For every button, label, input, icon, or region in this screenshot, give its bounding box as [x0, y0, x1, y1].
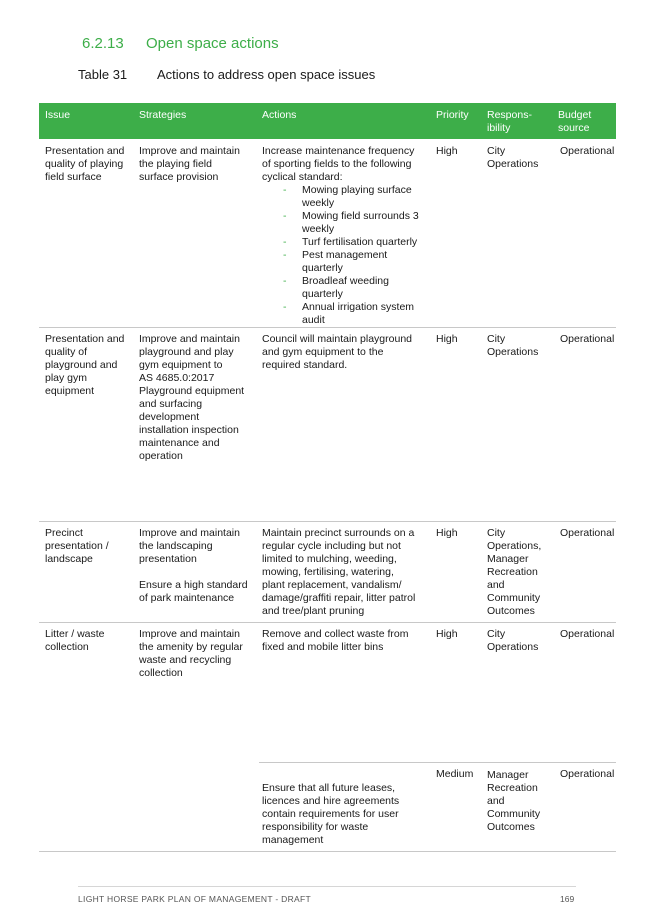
row3-responsibility	[487, 527, 541, 618]
text-line: quarterly	[302, 288, 343, 300]
row-divider	[259, 762, 616, 763]
text-line: damage/graffiti repair, litter patrol	[262, 592, 416, 604]
row4-issue	[45, 628, 105, 654]
text-line: Operations,	[487, 540, 542, 552]
header-responsibility	[487, 109, 532, 135]
text-line: Operations	[487, 641, 539, 653]
text-line: collection	[45, 641, 89, 653]
row2-priority: High	[436, 333, 458, 345]
row3-priority: High	[436, 527, 458, 539]
row4-responsibility	[487, 628, 538, 654]
row4-priority: High	[436, 628, 458, 640]
text-line: City	[487, 145, 506, 157]
text-line: Operations	[487, 346, 539, 358]
text-line: management	[262, 834, 324, 846]
row1-responsibility	[487, 145, 538, 171]
row2-budget: Operational	[560, 333, 615, 345]
text-line: regular cycle including but not	[262, 540, 401, 552]
header-strategies: Strategies	[139, 109, 187, 121]
text-line: Annual irrigation system	[302, 301, 415, 313]
text-line: audit	[302, 314, 325, 326]
row1-actions	[262, 145, 432, 327]
text-line: development	[139, 411, 200, 423]
row4-budget: Operational	[560, 628, 615, 640]
text-line: Community	[487, 808, 541, 820]
row-divider	[39, 327, 616, 328]
text-line: responsibility for waste	[262, 821, 369, 833]
list-item: - Mowing field surrounds 3 weekly	[262, 210, 432, 236]
text-line: equipment	[45, 385, 95, 397]
text-line: Pest management	[302, 249, 388, 261]
text-line: contain requirements for user	[262, 808, 399, 820]
row2-actions	[262, 333, 412, 372]
table-label: Table 31	[78, 67, 128, 82]
text-line: landscape	[45, 553, 93, 565]
text-line: waste and recycling	[139, 654, 232, 666]
row5-actions	[262, 782, 399, 847]
table-caption	[78, 67, 375, 82]
text-line: and	[487, 795, 505, 807]
text-line: City	[487, 527, 506, 539]
text-line: weekly	[302, 197, 335, 209]
table-title: Actions to address open space issues	[157, 67, 376, 82]
list-item: - Annual irrigation system audit	[262, 301, 432, 327]
text-line: the amenity by regular	[139, 641, 243, 653]
text-line: limited to mulching, weeding,	[262, 553, 397, 565]
text-line: presentation	[139, 553, 197, 565]
text-line: AS 4685.0:2017	[139, 372, 215, 384]
text-line: and gym equipment to the	[262, 346, 384, 358]
text-line: Improve and maintain	[139, 333, 240, 345]
section-number: 6.2.13	[82, 35, 124, 52]
row1-priority: High	[436, 145, 458, 157]
text-line: Outcomes	[487, 605, 535, 617]
text-line: and tree/plant pruning	[262, 605, 365, 617]
text-line: maintenance and	[139, 437, 220, 449]
row4-actions	[262, 628, 408, 654]
text-line: Mowing playing surface	[302, 184, 412, 196]
text-line: fixed and mobile litter bins	[262, 641, 384, 653]
text-line: Improve and maintain	[139, 527, 240, 539]
text-line: of park maintenance	[139, 592, 235, 604]
text-line: Council will maintain playground	[262, 333, 412, 345]
text-line: Outcomes	[487, 821, 535, 833]
text-line: Operations	[487, 158, 539, 170]
header-issue: Issue	[45, 109, 71, 121]
text-line: cyclical standard:	[262, 171, 343, 183]
text-line: City	[487, 628, 506, 640]
text-line: and	[487, 579, 505, 591]
row3-budget: Operational	[560, 527, 615, 539]
row1-strategies	[139, 145, 240, 184]
section-heading	[82, 35, 279, 52]
list-item: - Turf fertilisation quarterly	[262, 236, 432, 249]
text-line: collection	[139, 667, 183, 679]
header-budget	[558, 109, 591, 135]
row2-strategies	[139, 333, 244, 463]
row4-strategies	[139, 628, 243, 680]
text-line: Turf fertilisation quarterly	[302, 236, 418, 248]
text-line: and surfacing	[139, 398, 203, 410]
section-title: Open space actions	[146, 35, 279, 52]
header-priority: Priority	[436, 109, 469, 121]
row1-issue	[45, 145, 124, 184]
row5-priority: Medium	[436, 768, 474, 780]
text-line: City	[487, 333, 506, 345]
text-line: quarterly	[302, 262, 343, 274]
text-line: Playground equipment	[139, 385, 245, 397]
text-line: play gym	[45, 372, 88, 384]
row3-actions	[262, 527, 415, 618]
text-line: quality of playing	[45, 158, 124, 170]
text-line: field surface	[45, 171, 102, 183]
text-line: Remove and collect waste from	[262, 628, 409, 640]
row1-budget: Operational	[560, 145, 615, 157]
text-line: Presentation and	[45, 145, 125, 157]
text-line: the playing field	[139, 158, 212, 170]
row-divider	[39, 622, 616, 623]
text-line: gym equipment to	[139, 359, 223, 371]
text-line: playground and	[45, 359, 118, 371]
footer-page-number: 169	[560, 894, 575, 904]
text-line: weekly	[302, 223, 335, 235]
footer-divider	[78, 886, 576, 887]
row-divider	[39, 521, 616, 522]
text-line: Manager	[487, 769, 529, 781]
text-line: Manager	[487, 553, 529, 565]
text-line: Recreation	[487, 782, 538, 794]
list-item: - Pest management quarterly	[262, 249, 432, 275]
text-line: Broadleaf weeding	[302, 275, 389, 287]
text-line: installation inspection	[139, 424, 239, 436]
row3-strategies	[139, 527, 248, 605]
text-line: Recreation	[487, 566, 538, 578]
header-actions: Actions	[262, 109, 297, 121]
table-header-row	[39, 103, 616, 139]
list-item: - Broadleaf weeding quarterly	[262, 275, 432, 301]
footer-document-title: LIGHT HORSE PARK PLAN OF MANAGEMENT - DRAFT	[78, 894, 311, 904]
text-line: Improve and maintain	[139, 628, 240, 640]
row3-issue	[45, 527, 109, 566]
text-line: mowing, fertilising, watering,	[262, 566, 394, 578]
text-line: Mowing field surrounds 3	[302, 210, 419, 222]
row5-budget: Operational	[560, 768, 615, 780]
text-line: of sporting fields to the following	[262, 158, 412, 170]
row2-responsibility	[487, 333, 538, 359]
row5-responsibility	[487, 769, 540, 834]
text-line: Presentation and	[45, 333, 125, 345]
text-line: quality of	[45, 346, 88, 358]
text-line: presentation /	[45, 540, 109, 552]
header-responsibility-line: ibility	[487, 122, 511, 134]
text-line: Increase maintenance frequency	[262, 145, 415, 157]
text-line: the landscaping	[139, 540, 213, 552]
text-line: Precinct	[45, 527, 83, 539]
text-line: Litter / waste	[45, 628, 105, 640]
text-line: Ensure a high standard	[139, 579, 248, 591]
row2-issue	[45, 333, 124, 398]
text-line: Maintain precinct surrounds on a	[262, 527, 415, 539]
table-bottom-rule	[39, 851, 616, 852]
text-line: licences and hire agreements	[262, 795, 400, 807]
text-line: plant replacement, vandalism/	[262, 579, 402, 591]
text-line: Improve and maintain	[139, 145, 240, 157]
list-item: - Mowing playing surface weekly	[262, 184, 432, 210]
text-line: playground and play	[139, 346, 234, 358]
action-bullet-list	[262, 184, 432, 327]
header-budget-line: source	[558, 122, 590, 134]
text-line: surface provision	[139, 171, 219, 183]
header-responsibility-line: Respons-	[487, 109, 532, 121]
text-line: Ensure that all future leases,	[262, 782, 396, 794]
text-line: Community	[487, 592, 541, 604]
header-budget-line: Budget	[558, 109, 592, 121]
text-line: required standard.	[262, 359, 348, 371]
text-line: operation	[139, 450, 183, 462]
